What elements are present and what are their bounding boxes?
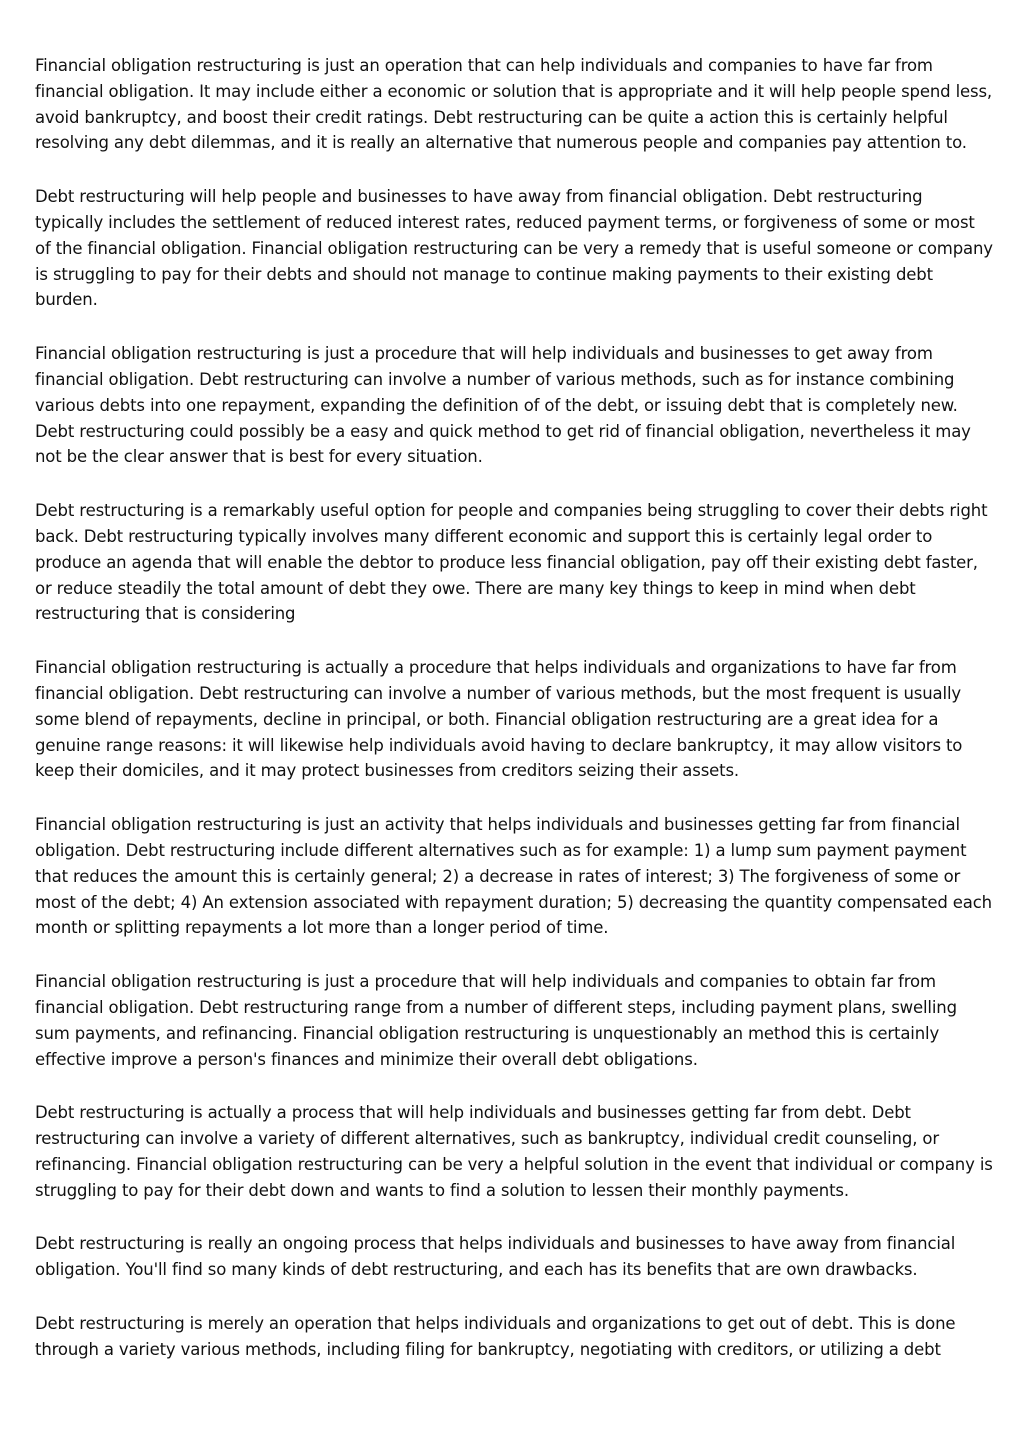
paragraph-8: Debt restructuring is actually a process that will help individuals and businesses getting far from debt. Debt restructuring can involve a variety of different alternatives, such as bankruptcy, individual credit counseling, or refinancing. Financial obligation restructuring can be very a helpful solution in the event that individual or company is struggling to pay for their debt down and wants to find a solution to lessen their monthly payments. — [35, 1103, 993, 1200]
paragraph-3: Financial obligation restructuring is just a procedure that will help individuals and businesses to get away from financial obligation. Debt restructuring can involve a number of various methods, such as for instance combining various debts into one repayment, expanding the definition of of the debt, or issuing debt that is completely new. Debt restructuring could possibly be a easy and quick method to get rid of financial obligation, nevertheless it may not be the clear answer that is best for every situation. — [35, 344, 971, 467]
paragraph-5: Financial obligation restructuring is actually a procedure that helps individuals and organizations to have far from financial obligation. Debt restructuring can involve a number of various methods, but the most frequent is usually some blend of repayments, decline in principal, or both. Financial obligation restructuring are a great idea for a genuine range reasons: it will likewise help individuals avoid having to declare bankruptcy, it may allow visitors to keep their domiciles, and it may protect businesses from creditors seizing their assets. — [35, 658, 963, 781]
paragraph-2: Debt restructuring will help people and businesses to have away from financial obligation. Debt restructuring typically includes the settlement of reduced interest rates, reduced payment terms, or forgiveness of some or most of the financial obligation. Financial obligation restructuring can be very a remedy that is useful someone or company is struggling to pay for their debts and should not manage to continue making payments to their existing debt burden. — [35, 187, 993, 310]
paragraph-7: Financial obligation restructuring is just a procedure that will help individuals and companies to obtain far from financial obligation. Debt restructuring range from a number of different steps, including payment plans, swelling sum payments, and refinancing. Financial obligation restructuring is unquestionably an method this is certainly effective improve a person's finances and minimize their overall debt obligations. — [35, 972, 957, 1069]
paragraph-10: Debt restructuring is merely an operation that helps individuals and organizations to get out of debt. This is done through a variety various methods, including filing for bankruptcy, negotiating with creditors, or utilizing a debt — [35, 1314, 956, 1359]
paragraph-9: Debt restructuring is really an ongoing process that helps individuals and businesses to have away from financial obligation. You'll find so many kinds of debt restructuring, and each has its benefits that are own drawbacks. — [35, 1234, 956, 1280]
document-body — [35, 53, 995, 1391]
paragraph-1: Financial obligation restructuring is just an operation that can help individuals and companies to have far from financial obligation. It may include either a economic or solution that is appropriate and it will help people spend less, avoid bankruptcy, and boost their credit ratings. Debt restructuring can be quite a action this is certainly helpful resolving any debt dilemmas, and it is really an alternative that numerous people and companies pay attention to. — [35, 56, 992, 153]
paragraph-4: Debt restructuring is a remarkably useful option for people and companies being struggling to cover their debts right back. Debt restructuring typically involves many different economic and support this is certainly legal order to produce an agenda that will enable the debtor to produce less financial obligation, pay off their existing debt faster, or reduce steadily the total amount of debt they owe. There are many key things to keep in mind when debt restructuring that is considering — [35, 501, 988, 624]
paragraph-6: Financial obligation restructuring is just an activity that helps individuals and businesses getting far from financial obligation. Debt restructuring include different alternatives such as for example: 1) a lump sum payment payment that reduces the amount this is certainly general; 2) a decrease in rates of interest; 3) The forgiveness of some or most of the debt; 4) An extension associated with repayment duration; 5) decreasing the quantity compensated each month or splitting repayments a lot more than a longer period of time. — [35, 815, 992, 938]
